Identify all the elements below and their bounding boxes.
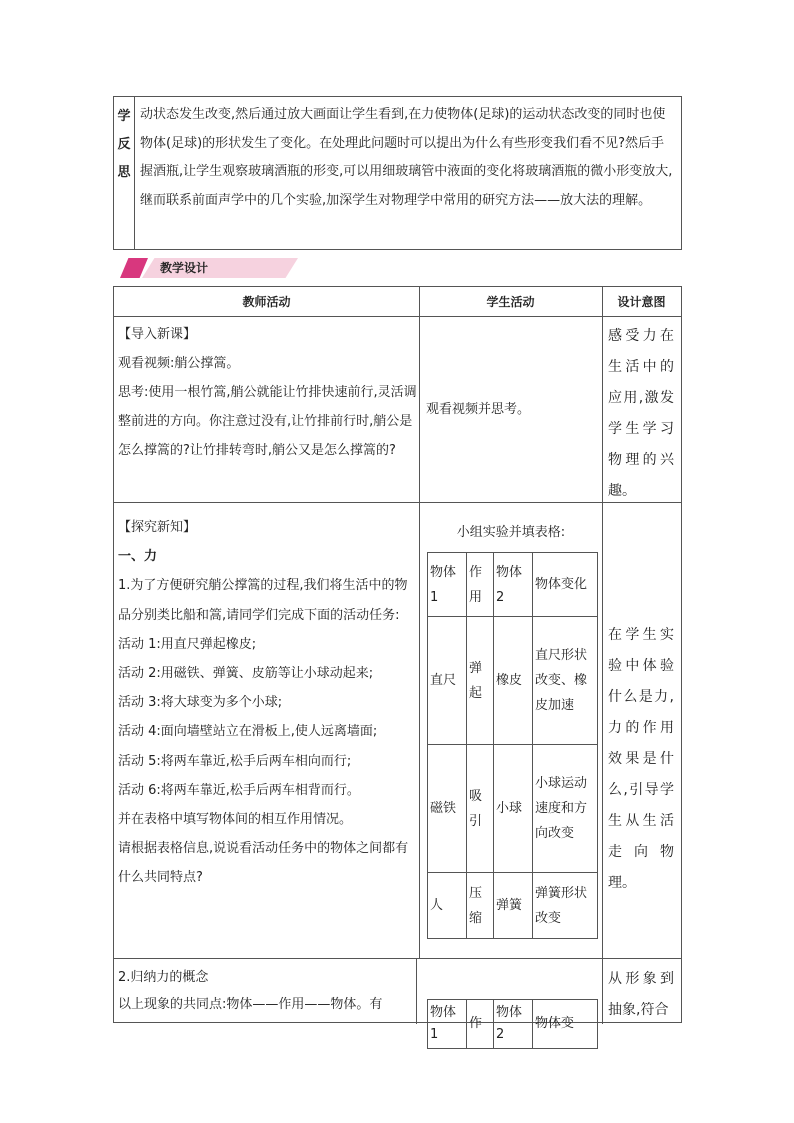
- column-divider: [602, 287, 603, 1024]
- explore-line: 活动 4:面向墙壁站立在滑板上,使人远离墙面;: [118, 724, 378, 740]
- explore-subheading: 一、力: [118, 549, 158, 565]
- teacher-activity-concept: [118, 964, 414, 1018]
- grid-header-row: [428, 553, 598, 617]
- interaction-grid: [427, 552, 598, 939]
- student-activity-intro: 观看视频并思考。: [426, 402, 531, 417]
- reflection-label: [114, 97, 135, 249]
- explore-heading: 【探究新知】: [118, 520, 197, 535]
- grid-cell: 弹簧: [494, 873, 533, 939]
- grid-row: [428, 617, 598, 745]
- explore-line: 请根据表格信息,说说看活动任务中的物体之间都有什么共同特点?: [118, 841, 409, 886]
- grid-cell: 直尺: [428, 617, 467, 745]
- grid-cell: 小球运动速度和方向改变: [533, 745, 598, 873]
- design-intent-concept: 从形象到抽象,符合: [608, 971, 674, 1018]
- reflection-label-char: 学: [117, 109, 131, 124]
- explore-line: 活动 6:将两车靠近,松手后两车相背而行。: [118, 782, 360, 798]
- grid-cell: 弹簧形状改变: [533, 873, 598, 939]
- grid-cell: 橡皮: [494, 617, 533, 745]
- section-banner: [120, 258, 300, 278]
- grid-cell: 压缩: [467, 873, 494, 939]
- concept-line: 2.归纳力的概念: [118, 970, 209, 985]
- intro-heading: 【导入新课】: [118, 327, 197, 342]
- grid-header-cell: 物体 1: [428, 553, 467, 617]
- grid-header-row: [428, 1000, 598, 1049]
- teacher-activity-explore: [118, 513, 418, 893]
- lesson-design-table: [113, 286, 682, 1042]
- explore-line: 活动 1:用直尺弹起橡皮;: [118, 636, 257, 652]
- reflection-table: [113, 96, 682, 250]
- intro-line: 思考:使用一根竹篙,艄公就能让竹排快速前行,灵活调整前进的方向。你注意过没有,让竹排前行时,艄公是怎么撑篙的?让竹排转弯时,艄公又是怎么撑篙的?: [118, 385, 417, 458]
- intro-line: 观看视频:艄公撑篙。: [118, 356, 240, 371]
- grid-cell: 直尺形状改变、橡皮加速: [533, 617, 598, 745]
- grid-header-cell: 物体 1: [428, 1000, 467, 1049]
- reflection-label-char: 思: [117, 165, 131, 180]
- explore-line: 活动 5:将两车靠近,松手后两车相向而行;: [118, 753, 352, 769]
- header-teacher: 教师活动: [242, 295, 291, 309]
- design-intent-intro: 感受力在生活中的应用,激发学生学习物理的兴趣。: [608, 328, 674, 499]
- column-divider: [419, 287, 420, 958]
- grid-header-cell: 物体 2: [494, 1000, 533, 1049]
- grid-header-cell: 作: [467, 1000, 494, 1049]
- header-intent: 设计意图: [617, 295, 666, 309]
- row-divider: [114, 958, 681, 959]
- concept-grid: [427, 999, 598, 1049]
- grid-cell: 弹起: [467, 617, 494, 745]
- grid-cell: 磁铁: [428, 745, 467, 873]
- column-divider: [416, 958, 417, 1024]
- grid-header-cell: 物体 2: [494, 553, 533, 617]
- grid-cell: 人: [428, 873, 467, 939]
- banner-title: 教学设计: [160, 261, 209, 275]
- header-student: 学生活动: [486, 295, 535, 309]
- teacher-activity-intro: [118, 320, 418, 465]
- explore-line: 活动 3:将大球变为多个小球;: [118, 695, 283, 711]
- reflection-text: 动状态发生改变,然后通过放大画面让学生看到,在力使物体(足球)的运动状态改变的同时也使物体(足球)的形状发生了变化。在处理此问题时可以提出为什么有些形变我们看不见?然后手握酒瓶,让学生观察玻璃酒瓶的形变,可以用细玻璃管中液面的变化将玻璃酒瓶的微小形变放大,继而联系前面声学中的几个实验,加深学生对物理学中常用的研究方法——放大法的理解。: [140, 107, 673, 208]
- group-experiment-caption: 小组实验并填表格:: [456, 525, 566, 540]
- row-divider: [114, 316, 681, 317]
- grid-header-cell: 作用: [467, 553, 494, 617]
- explore-line: 1.为了方便研究艄公撑篙的过程,我们将生活中的物品分别类比船和篙,请同学们完成下面的活动任务:: [118, 578, 408, 623]
- row-divider: [114, 502, 681, 503]
- grid-row: [428, 745, 598, 873]
- grid-row: [428, 873, 598, 939]
- explore-line: 并在表格中填写物体间的相互作用情况。: [118, 812, 353, 828]
- grid-header-cell: 物体变: [533, 1000, 598, 1049]
- banner-accent: [120, 258, 148, 278]
- grid-header-cell: 物体变化: [533, 553, 598, 617]
- design-intent-explore: 在学生实验中体验什么是力,力的作用效果是什么,引导学生从生活走向物理。: [608, 627, 674, 891]
- reflection-label-char: 反: [117, 137, 131, 152]
- grid-cell: 吸引: [467, 745, 494, 873]
- explore-line: 活动 2:用磁铁、弹簧、皮筋等让小球动起来;: [118, 666, 374, 682]
- grid-cell: 小球: [494, 745, 533, 873]
- concept-line: 以上现象的共同点:物体——作用——物体。有: [118, 997, 383, 1012]
